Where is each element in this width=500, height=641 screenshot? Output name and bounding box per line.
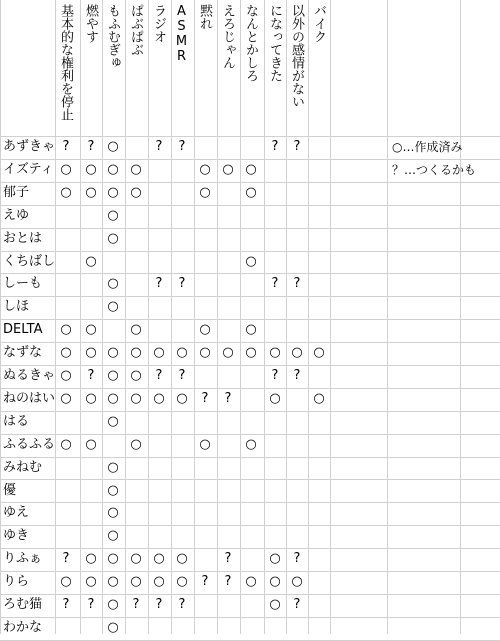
grid-vline bbox=[171, 0, 172, 634]
created-mark[interactable]: ○ bbox=[85, 161, 97, 177]
created-mark[interactable]: ○ bbox=[245, 436, 257, 452]
maybe-mark[interactable]: ? bbox=[271, 368, 279, 383]
row-name[interactable]: あずきゃ bbox=[3, 139, 56, 154]
column-header[interactable]: 以外の感情がない bbox=[289, 4, 304, 108]
created-mark[interactable]: ○ bbox=[107, 459, 119, 475]
maybe-mark[interactable]: ? bbox=[87, 139, 95, 154]
created-mark[interactable]: ○ bbox=[269, 551, 281, 567]
created-mark[interactable]: ○ bbox=[85, 253, 97, 269]
row-name[interactable]: 郁子 bbox=[3, 184, 30, 200]
maybe-mark[interactable]: ? bbox=[293, 368, 301, 383]
maybe-mark[interactable]: ? bbox=[62, 597, 70, 612]
maybe-mark[interactable]: ? bbox=[178, 368, 186, 383]
maybe-mark[interactable]: ? bbox=[224, 551, 232, 567]
created-mark[interactable]: ○ bbox=[245, 253, 257, 269]
created-mark[interactable]: ○ bbox=[107, 345, 119, 361]
row-name[interactable]: 優 bbox=[3, 482, 17, 498]
created-mark[interactable]: ○ bbox=[107, 597, 119, 612]
created-mark[interactable]: ○ bbox=[313, 390, 325, 406]
maybe-mark[interactable]: ? bbox=[87, 368, 95, 383]
maybe-mark[interactable]: ? bbox=[178, 276, 186, 292]
grid-vline bbox=[330, 0, 331, 634]
created-mark[interactable]: ○ bbox=[153, 390, 165, 406]
grid-hline bbox=[0, 228, 500, 229]
grid-hline bbox=[0, 457, 500, 458]
created-mark[interactable]: ○ bbox=[107, 299, 119, 315]
grid-vline bbox=[217, 0, 218, 634]
column-header[interactable]: 燃やす bbox=[83, 4, 98, 43]
grid-vline bbox=[125, 0, 126, 634]
created-mark[interactable]: ○ bbox=[130, 390, 142, 406]
column-header[interactable]: バイク bbox=[311, 4, 326, 43]
grid-hline bbox=[0, 273, 500, 274]
row-name[interactable]: DELTA bbox=[3, 322, 43, 338]
created-mark[interactable]: ○ bbox=[107, 276, 119, 292]
created-mark[interactable]: ○ bbox=[222, 345, 234, 361]
created-mark[interactable]: ○ bbox=[60, 161, 72, 177]
created-mark[interactable]: ○ bbox=[199, 345, 211, 361]
created-mark[interactable]: ○ bbox=[269, 390, 281, 406]
created-mark[interactable]: ○ bbox=[130, 322, 142, 338]
maybe-mark[interactable]: ? bbox=[293, 597, 301, 612]
maybe-mark[interactable]: ? bbox=[293, 551, 301, 567]
maybe-mark[interactable]: ? bbox=[62, 139, 70, 154]
grid-vline bbox=[0, 0, 1, 634]
created-mark[interactable]: ○ bbox=[176, 390, 188, 406]
created-mark[interactable]: ○ bbox=[176, 551, 188, 567]
created-mark[interactable]: ○ bbox=[85, 184, 97, 200]
column-header[interactable]: ぱぶぱぶ bbox=[128, 4, 143, 56]
grid-vline bbox=[387, 0, 388, 634]
created-mark[interactable]: ○ bbox=[107, 184, 119, 200]
created-mark[interactable]: ○ bbox=[176, 574, 188, 590]
grid-vline bbox=[460, 0, 461, 634]
created-mark[interactable]: ○ bbox=[269, 345, 281, 361]
grid-vline bbox=[264, 0, 265, 634]
legend-item: ？…つくるかも bbox=[392, 162, 477, 177]
grid-vline bbox=[148, 0, 149, 634]
row-name[interactable]: ねのはい bbox=[3, 390, 56, 406]
grid-hline bbox=[0, 525, 500, 526]
grid-hline bbox=[0, 205, 500, 206]
column-header[interactable]: えろじゃん bbox=[220, 4, 235, 69]
grid-hline bbox=[0, 479, 500, 480]
created-mark[interactable]: ○ bbox=[130, 436, 142, 452]
created-mark[interactable]: ○ bbox=[222, 161, 234, 177]
created-mark[interactable]: ○ bbox=[245, 161, 257, 177]
maybe-mark[interactable]: ? bbox=[132, 597, 140, 612]
created-mark[interactable]: ○ bbox=[85, 345, 97, 361]
created-mark[interactable]: ○ bbox=[199, 436, 211, 452]
created-mark[interactable]: ○ bbox=[245, 322, 257, 338]
created-mark[interactable]: ○ bbox=[107, 230, 119, 246]
created-mark[interactable]: ○ bbox=[107, 574, 119, 590]
created-mark[interactable]: ○ bbox=[107, 619, 119, 635]
maybe-mark[interactable]: ? bbox=[178, 139, 186, 154]
created-mark[interactable]: ○ bbox=[130, 574, 142, 590]
row-name[interactable]: ぬるきゃ bbox=[3, 368, 56, 383]
created-mark[interactable]: ○ bbox=[130, 551, 142, 567]
column-header[interactable]: 基本的な権利を停止 bbox=[58, 4, 73, 121]
created-mark[interactable]: ○ bbox=[291, 345, 303, 361]
created-mark[interactable]: ○ bbox=[313, 345, 325, 361]
maybe-mark[interactable]: ? bbox=[271, 276, 279, 292]
created-mark[interactable]: ○ bbox=[130, 345, 142, 361]
created-mark[interactable]: ○ bbox=[85, 436, 97, 452]
maybe-mark[interactable]: ? bbox=[293, 139, 301, 154]
created-mark[interactable]: ○ bbox=[107, 482, 119, 498]
row-name[interactable]: ゆき bbox=[3, 528, 30, 544]
grid-hline bbox=[0, 502, 500, 503]
created-mark[interactable]: ○ bbox=[199, 322, 211, 338]
grid-vline bbox=[240, 0, 241, 634]
maybe-mark[interactable]: ? bbox=[155, 597, 163, 612]
row-name[interactable]: おとは bbox=[3, 230, 43, 246]
row-name[interactable]: しーも bbox=[3, 276, 43, 292]
created-mark[interactable]: ○ bbox=[153, 345, 165, 361]
created-mark[interactable]: ○ bbox=[60, 390, 72, 406]
created-mark[interactable]: ○ bbox=[291, 574, 303, 590]
maybe-mark[interactable]: ? bbox=[201, 390, 209, 406]
column-header[interactable]: ASMR bbox=[174, 4, 189, 64]
created-mark[interactable]: ○ bbox=[85, 390, 97, 406]
maybe-mark[interactable]: ? bbox=[293, 276, 301, 292]
created-mark[interactable]: ○ bbox=[85, 551, 97, 567]
grid-vline bbox=[55, 0, 56, 634]
column-header[interactable]: もふむぎゅ bbox=[105, 4, 120, 69]
created-mark[interactable]: ○ bbox=[60, 184, 72, 200]
maybe-mark[interactable]: ? bbox=[87, 597, 95, 612]
grid-vline bbox=[80, 0, 81, 634]
column-header[interactable]: ラジオ bbox=[151, 4, 166, 43]
grid-hline bbox=[0, 617, 500, 618]
created-mark[interactable]: ○ bbox=[85, 322, 97, 338]
created-mark[interactable]: ○ bbox=[107, 528, 119, 544]
created-mark[interactable]: ○ bbox=[176, 345, 188, 361]
created-mark[interactable]: ○ bbox=[130, 184, 142, 200]
created-mark[interactable]: ○ bbox=[60, 345, 72, 361]
created-mark[interactable]: ○ bbox=[107, 505, 119, 521]
grid-hline bbox=[0, 296, 500, 297]
created-mark[interactable]: ○ bbox=[107, 139, 119, 154]
grid-hline bbox=[0, 411, 500, 412]
created-mark[interactable]: ○ bbox=[60, 322, 72, 338]
row-name[interactable]: りら bbox=[3, 574, 30, 590]
maybe-mark[interactable]: ? bbox=[178, 597, 186, 612]
created-mark[interactable]: ○ bbox=[60, 436, 72, 452]
created-mark[interactable]: ○ bbox=[269, 597, 281, 612]
created-mark[interactable]: ○ bbox=[245, 345, 257, 361]
maybe-mark[interactable]: ? bbox=[62, 551, 70, 567]
row-name[interactable]: イズティ bbox=[3, 161, 54, 177]
row-name[interactable]: ゆえ bbox=[3, 505, 30, 521]
grid-vline bbox=[286, 0, 287, 634]
row-name[interactable]: くちばし bbox=[3, 253, 56, 269]
created-mark[interactable]: ○ bbox=[60, 574, 72, 590]
column-header[interactable]: になってきた bbox=[267, 4, 282, 82]
created-mark[interactable]: ○ bbox=[245, 574, 257, 590]
created-mark[interactable]: ○ bbox=[199, 184, 211, 200]
maybe-mark[interactable]: ? bbox=[224, 574, 232, 590]
created-mark[interactable]: ○ bbox=[130, 161, 142, 177]
row-name[interactable]: みねむ bbox=[3, 459, 43, 475]
row-name[interactable]: ろむ猫 bbox=[3, 597, 43, 612]
created-mark[interactable]: ○ bbox=[153, 551, 165, 567]
created-mark[interactable]: ○ bbox=[107, 368, 119, 383]
created-mark[interactable]: ○ bbox=[107, 207, 119, 223]
row-name[interactable]: はる bbox=[3, 413, 30, 429]
maybe-mark[interactable]: ? bbox=[155, 139, 163, 154]
created-mark[interactable]: ○ bbox=[107, 161, 119, 177]
grid-vline bbox=[308, 0, 309, 634]
maybe-mark[interactable]: ? bbox=[271, 139, 279, 154]
created-mark[interactable]: ○ bbox=[107, 413, 119, 429]
row-name[interactable]: わかな bbox=[3, 619, 43, 635]
row-name[interactable]: しほ bbox=[3, 299, 30, 315]
row-name[interactable]: なずな bbox=[3, 345, 43, 361]
maybe-mark[interactable]: ? bbox=[224, 390, 232, 406]
maybe-mark[interactable]: ? bbox=[155, 368, 163, 383]
created-mark[interactable]: ○ bbox=[107, 390, 119, 406]
created-mark[interactable]: ○ bbox=[85, 574, 97, 590]
column-header[interactable]: なんとかしろ bbox=[243, 4, 258, 82]
created-mark[interactable]: ○ bbox=[60, 368, 72, 383]
row-name[interactable]: えゆ bbox=[3, 207, 30, 223]
created-mark[interactable]: ○ bbox=[245, 184, 257, 200]
created-mark[interactable]: ○ bbox=[130, 368, 142, 383]
column-header[interactable]: 黙れ bbox=[197, 4, 212, 30]
created-mark[interactable]: ○ bbox=[153, 574, 165, 590]
created-mark[interactable]: ○ bbox=[269, 574, 281, 590]
maybe-mark[interactable]: ? bbox=[155, 276, 163, 292]
row-name[interactable]: ふるふる bbox=[3, 436, 56, 452]
created-mark[interactable]: ○ bbox=[199, 161, 211, 177]
created-mark[interactable]: ○ bbox=[107, 551, 119, 567]
row-name[interactable]: りふぁ bbox=[3, 551, 43, 567]
grid-vline bbox=[194, 0, 195, 634]
legend-item: ○…作成済み bbox=[392, 140, 463, 154]
maybe-mark[interactable]: ? bbox=[201, 574, 209, 590]
